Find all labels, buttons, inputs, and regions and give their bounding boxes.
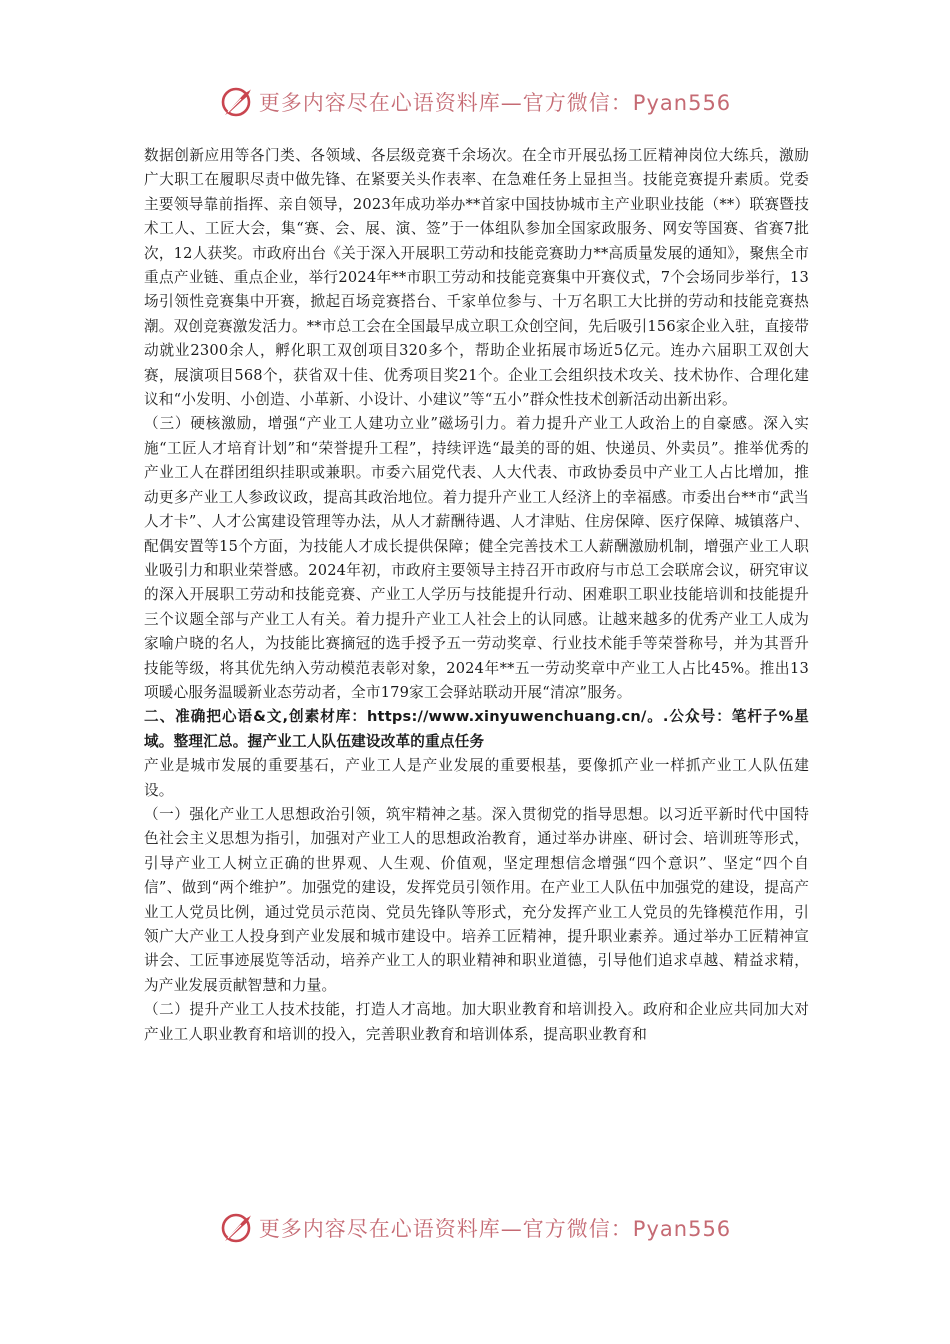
body-paragraph: （三）硬核激励，增强“产业工人建功立业”磁场引力。着力提升产业工人政治上的自豪感。深入实施“工匠人才培育计划”和“荣誉提升工程”，持续评选“最美的哥的姐、快递员、外卖员”。推举优秀的产业工人在群团组织挂职或兼职。市委六届党代表、人大代表、市政协委员中产业工人占比增加，推动更多产业工人参政议政，提高其政治地位。着力提升产业工人经济上的幸福感。市委出台**市“武当人才卡”、人才公寓建设管理等办法，从人才薪酬待遇、人才津贴、住房保障、医疗保障、城镇落户、配偶安置等15个方面，为技能人才成长提供保障；健全完善技术工人薪酬激励机制，增强产业工人职业吸引力和职业荣誉感。2024年初，市政府主要领导主持召开市政府与市总工会联席会议，研究审议的深入开展职工劳动和技能竞赛、产业工人学历与技能提升行动、困难职工职业技能培训和技能提升三个议题全部与产业工人有关。着力提升产业工人社会上的认同感。让越来越多的优秀产业工人成为家喻户晓的名人，为技能比赛摘冠的选手授予五一劳动奖章、行业技术能手等荣誉称号，并为其晋升技能等级，将其优先纳入劳动模范表彰对象，2024年**五一劳动奖章中产业工人占比45%。推出13项暖心服务温暖新业态劳动者，全市179家工会驿站联动开展“清凉”服务。 (144, 415, 809, 701)
body-paragraph: （一）强化产业工人思想政治引领，筑牢精神之基。深入贯彻党的指导思想。以习近平新时代中国特色社会主义思想为指引，加强对产业工人的思想政治教育，通过举办讲座、研讨会、培训班等形式，引导产业工人树立正确的世界观、人生观、价值观，坚定理想信念增强“四个意识”、坚定“四个自信”、做到“两个维护”。加强党的建设，发挥党员引领作用。在产业工人队伍中加强党的建设，提高产业工人党员比例，通过党员示范岗、党员先锋队等形式，充分发挥产业工人党员的先锋模范作用，引领广大产业工人投身到产业发展和城市建设中。培养工匠精神，提升职业素养。通过举办工匠精神宣讲会、工匠事迹展览等活动，培养产业工人的职业精神和职业道德，引导他们追求卓越、精益求精，为产业发展贡献智慧和力量。 (144, 805, 809, 994)
watermark-text: 更多内容尽在心语资料库—官方微信：Pyan556 (258, 91, 732, 115)
watermark-text: 更多内容尽在心语资料库—官方微信：Pyan556 (258, 1217, 732, 1241)
quill-logo-icon (219, 85, 253, 119)
document-body (144, 144, 809, 1047)
body-paragraph: 产业是城市发展的重要基石，产业工人是产业发展的重要根基，要像抓产业一样抓产业工人队伍建设。 (144, 757, 809, 799)
header-watermark-banner (0, 80, 950, 124)
footer-watermark-banner (0, 1206, 950, 1250)
section-heading: 二、准确把心语&文,创素材库：https://www.xinyuwenchuang.cn/。.公众号：笔杆子%星域。整理汇总。握产业工人队伍建设改革的重点任务 (144, 708, 809, 750)
quill-logo-icon (219, 1211, 253, 1245)
body-paragraph: （二）提升产业工人技术技能，打造人才高地。加大职业教育和培训投入。政府和企业应共同加大对产业工人职业教育和培训的投入，完善职业教育和培训体系，提高职业教育和 (144, 1001, 809, 1043)
body-paragraph: 数据创新应用等各门类、各领域、各层级竞赛千余场次。在全市开展弘扬工匠精神岗位大练兵，激励广大职工在履职尽责中做先锋、在紧要关头作表率、在急难任务上显担当。技能竞赛提升素质。党委主要领导靠前指挥、亲自领导，2023年成功举办**首家中国技协城市主产业职业技能（**）联赛暨技术工人、工匠大会，集“赛、会、展、演、签”于一体组队参加全国家政服务、网安等国赛、省赛7批次，12人获奖。市政府出台《关于深入开展职工劳动和技能竞赛助力**高质量发展的通知》，聚焦全市重点产业链、重点企业，举行2024年**市职工劳动和技能竞赛集中开赛仪式，7个会场同步举行，13场引领性竞赛集中开赛，掀起百场竞赛搭台、千家单位参与、十万名职工大比拼的劳动和技能竞赛热潮。双创竞赛激发活力。**市总工会在全国最早成立职工众创空间，先后吸引156家企业入驻，直接带动就业2300余人，孵化职工双创项目320多个，帮助企业拓展市场近5亿元。连办六届职工双创大赛，展演项目568个，获省双十佳、优秀项目奖21个。企业工会组织技术攻关、技术协作、合理化建议和“小发明、小创造、小革新、小设计、小建议”等“五小”群众性技术创新活动出新出彩。 (144, 147, 809, 409)
